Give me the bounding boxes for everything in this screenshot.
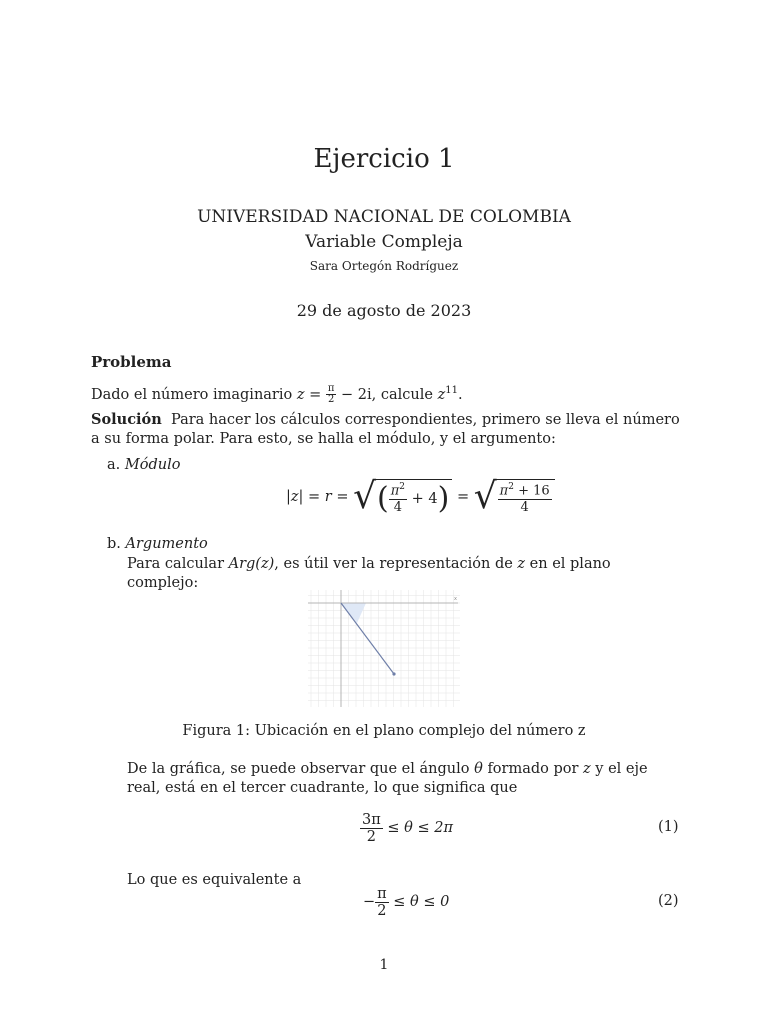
three-pi-over-two bbox=[360, 812, 383, 845]
equation-1 bbox=[360, 808, 453, 848]
argument-title: Argumento bbox=[125, 536, 208, 552]
fraction-denominator: 2 bbox=[366, 828, 376, 845]
equation-2-inequality: ≤ θ ≤ 0 bbox=[393, 894, 450, 910]
fraction-denominator: 4 bbox=[520, 499, 529, 515]
argument-item bbox=[107, 536, 208, 552]
radicand-1 bbox=[374, 479, 452, 515]
complex-plane-figure bbox=[308, 590, 460, 707]
power-base: z bbox=[437, 386, 446, 403]
document-date: 29 de agosto de 2023 bbox=[296, 301, 472, 320]
equation-1-number: (1) bbox=[658, 819, 679, 835]
page-number: 1 bbox=[379, 957, 389, 973]
fraction-numerator: π bbox=[327, 383, 335, 395]
analysis-paragraph: De la gráfica, se puede observar que el ángulo θ formado por z y el eje real, está en el tercer cuadrante, lo que significa que bbox=[127, 761, 648, 796]
radical-sign: √ bbox=[353, 476, 377, 517]
radical-sign: √ bbox=[473, 476, 497, 517]
equation-2-minus: − bbox=[363, 894, 376, 910]
argument-z: z bbox=[517, 556, 526, 572]
module-equals: = bbox=[456, 489, 470, 505]
radicand-2 bbox=[495, 479, 555, 515]
problem-period: . bbox=[457, 386, 463, 403]
power-exponent: 11 bbox=[445, 385, 458, 396]
fraction-denominator: 2 bbox=[327, 394, 335, 406]
fraction-numerator: $\pi^2$ bbox=[390, 482, 406, 499]
analysis-z: z bbox=[583, 761, 591, 777]
sqrt-expression-1 bbox=[353, 476, 452, 517]
sqrt-expression-2 bbox=[473, 476, 555, 517]
course-name: Variable Compleja bbox=[305, 232, 463, 252]
university-name: UNIVERSIDAD NACIONAL DE COLOMBIA bbox=[197, 207, 571, 227]
document-title: Ejercicio 1 bbox=[313, 144, 455, 174]
problem-text-after: , calcule bbox=[371, 386, 433, 403]
problem-text-before: Dado el número imaginario bbox=[91, 386, 293, 403]
fraction-numerator: $\pi^2 + 16$ bbox=[499, 482, 550, 499]
x-axis-label: x bbox=[454, 596, 457, 602]
fraction-numerator: 3π bbox=[362, 811, 381, 828]
argument-text: Para calcular Arg(z), es útil ver la representación de z en el plano complejo: bbox=[127, 556, 611, 591]
module-item bbox=[107, 457, 180, 473]
grid-vertical-lines bbox=[311, 590, 454, 707]
figure-caption: Figura 1: Ubicación en el plano complejo del número z bbox=[182, 723, 586, 739]
module-marker: a. bbox=[107, 457, 121, 473]
problem-z: z bbox=[296, 386, 305, 403]
pi-over-two bbox=[375, 886, 389, 919]
solution-label: Solución bbox=[91, 411, 162, 428]
problem-equals: = bbox=[309, 386, 322, 403]
fraction-denominator: 4 bbox=[393, 499, 403, 515]
plus-four: + 4 bbox=[411, 490, 438, 507]
theta-symbol: θ bbox=[474, 761, 483, 777]
argument-marker: b. bbox=[107, 536, 121, 552]
z-point bbox=[392, 672, 395, 675]
equation-1-inequality: ≤ θ ≤ 2π bbox=[387, 820, 453, 836]
pi-squared-plus-16-over-four bbox=[498, 482, 552, 514]
fraction-numerator: π bbox=[377, 885, 387, 902]
complex-plane-graph bbox=[308, 590, 460, 707]
grid-horizontal-lines bbox=[308, 596, 460, 701]
module-equation bbox=[286, 472, 555, 522]
arg-function: Arg(z) bbox=[228, 556, 275, 572]
right-paren: ) bbox=[437, 480, 450, 516]
pi-over-two-fraction bbox=[326, 384, 337, 405]
solution-paragraph bbox=[91, 410, 681, 449]
fraction-denominator: 2 bbox=[377, 902, 387, 919]
equation-2-number: (2) bbox=[658, 893, 679, 909]
module-lhs: |z| = r = bbox=[286, 489, 349, 505]
author-name: Sara Ortegón Rodríguez bbox=[309, 259, 459, 273]
left-paren: ( bbox=[377, 480, 389, 516]
equation-2 bbox=[363, 882, 449, 922]
module-title: Módulo bbox=[124, 457, 181, 473]
problem-minus-2i: − 2i bbox=[341, 386, 372, 403]
problem-heading: Problema bbox=[91, 353, 172, 371]
problem-statement bbox=[91, 381, 681, 405]
solution-text: Para hacer los cálculos correspondientes, primero se lleva el número a su forma polar. Para esto, se halla el módulo, y el argumento: bbox=[91, 412, 680, 447]
equivalent-text: Lo que es equivalente a bbox=[127, 872, 302, 888]
pi-squared-over-four bbox=[389, 482, 407, 514]
